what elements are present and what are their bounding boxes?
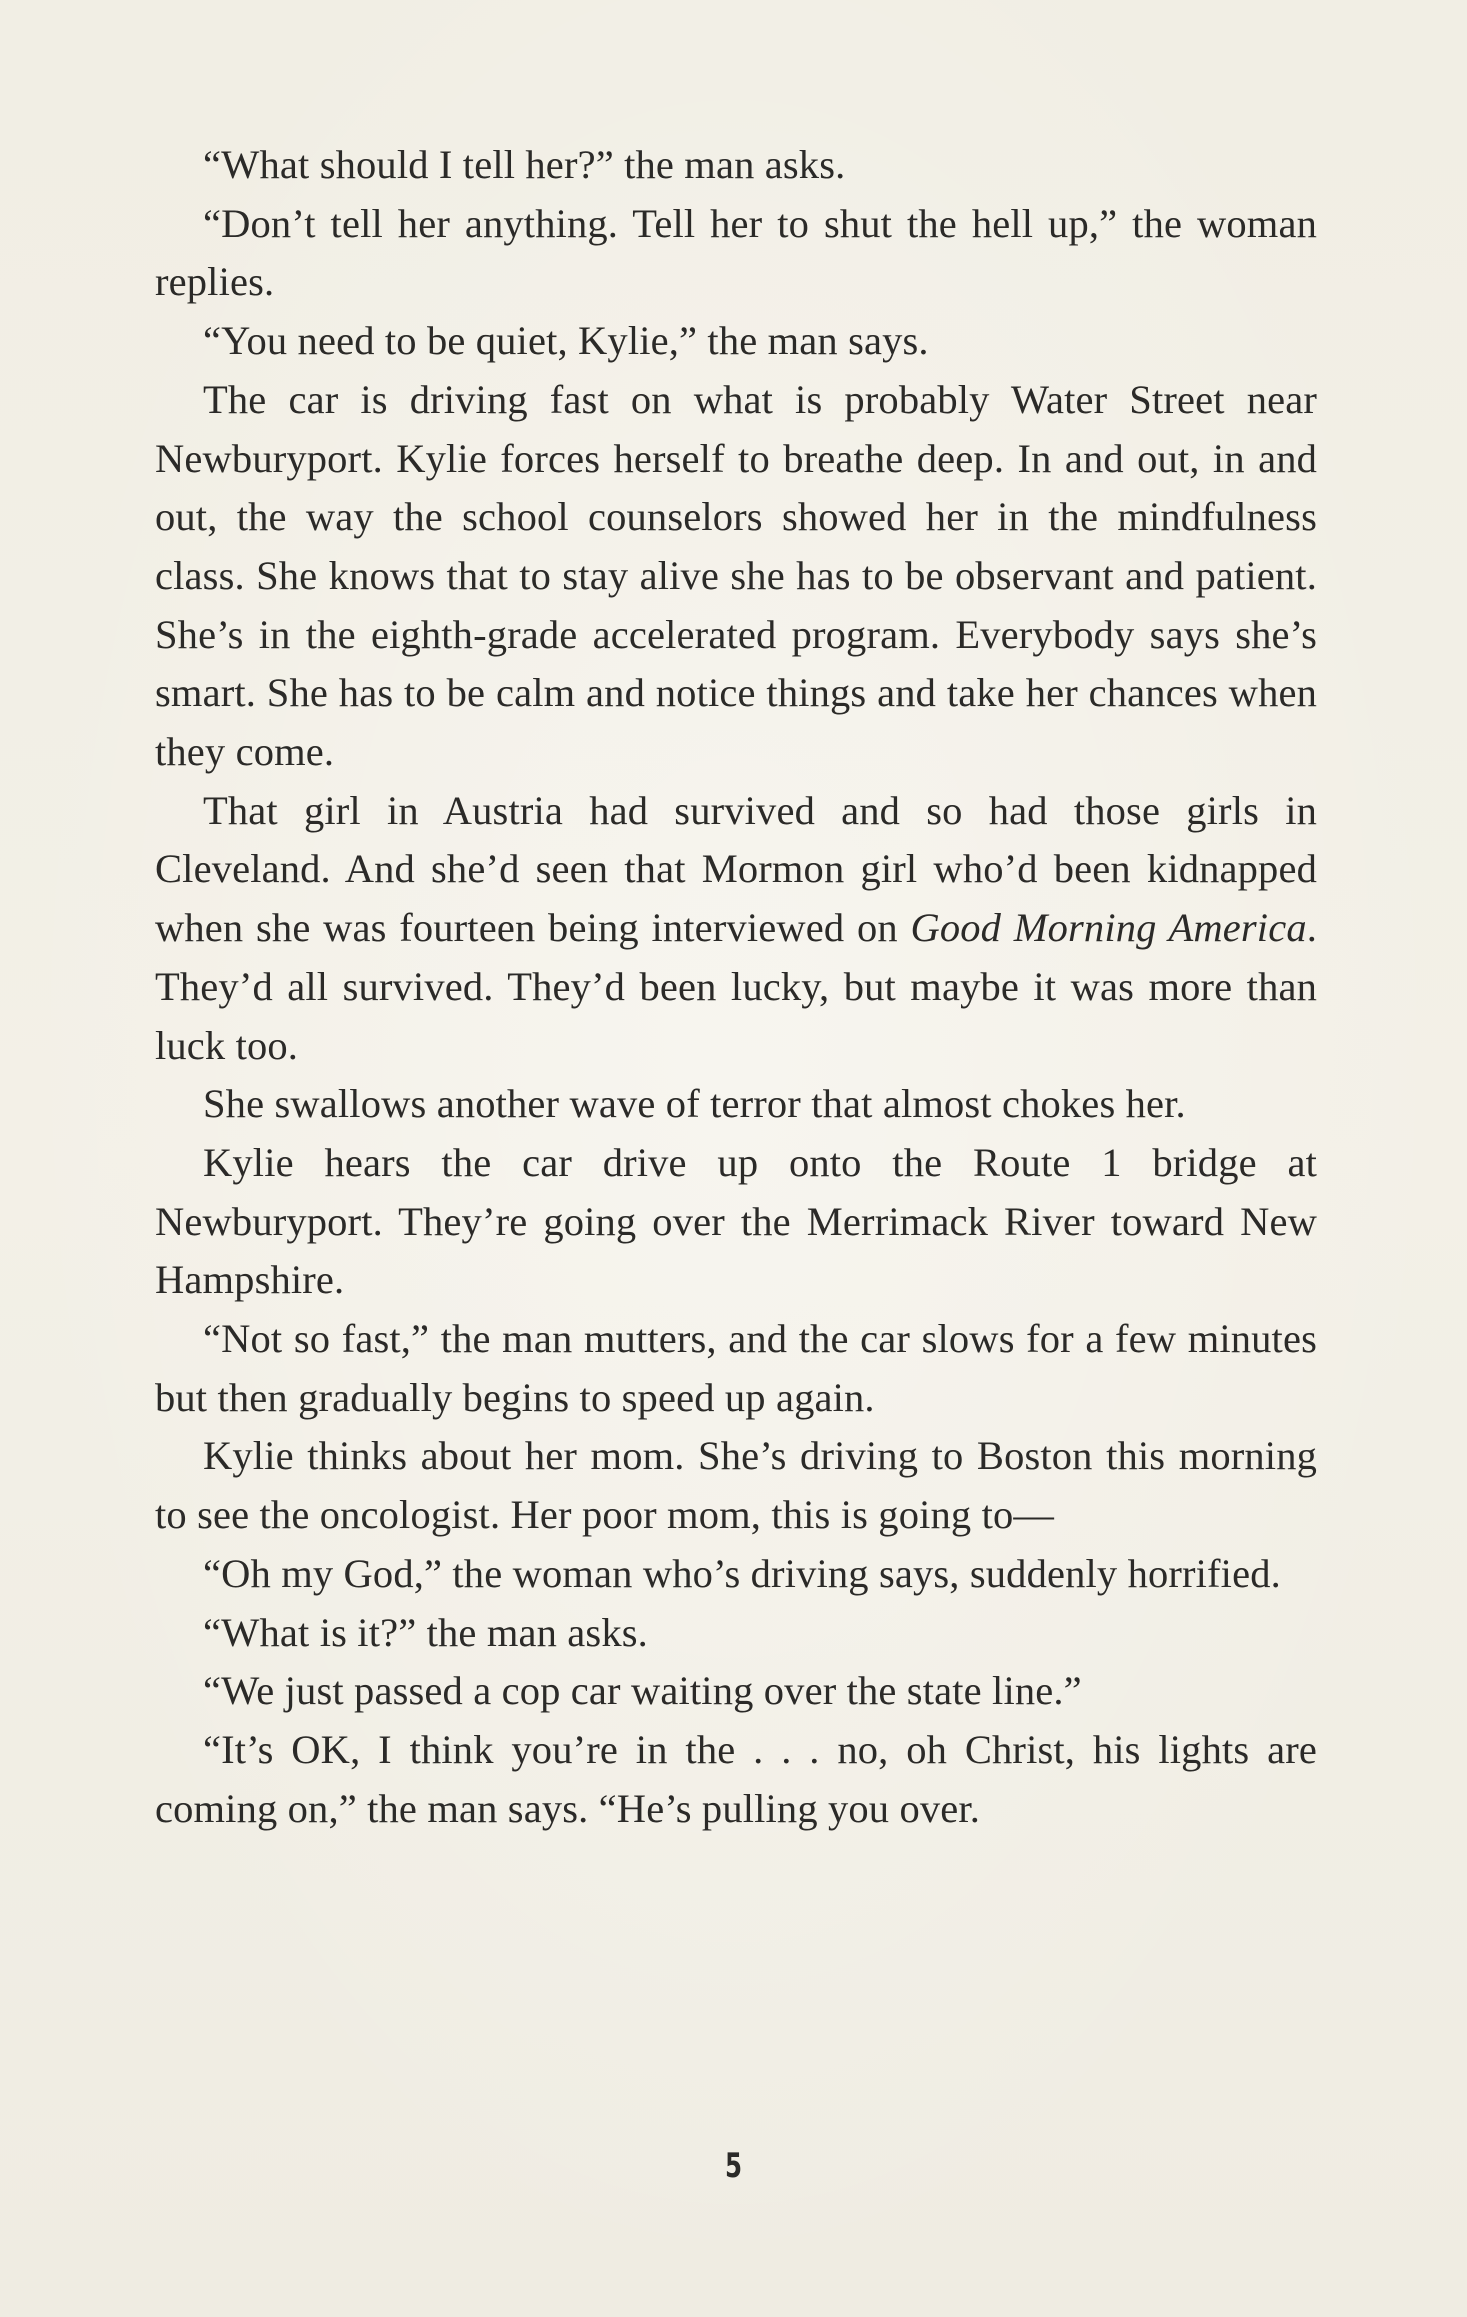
paragraph-text: . They’d all survived. They’d been lucky, but maybe it was more than luck too. xyxy=(155,905,1317,1068)
paragraph: The car is driving fast on what is probably Water Street near Newburyport. Kylie forces herself to breathe deep. In and out, in and out, the way the school counselors showed her in the mindfulness class. She knows that to stay alive she has to be observant and patient. She’s in the eighth-grade accelerated program. Everybody says she’s smart. She has to be calm and notice things and take her chances when they come. xyxy=(155,376,1317,775)
paragraph: “Oh my God,” the woman who’s driving says, suddenly horrified. xyxy=(203,1550,1281,1596)
paragraph: “We just passed a cop car waiting over the state line.” xyxy=(203,1668,1082,1714)
paragraph-text: That girl in Austria had survived and so had those girls in Cleveland. And she’d seen that Mormon girl who’d been kidnapped when she was fourteen being interviewed on xyxy=(155,787,1317,951)
paragraph xyxy=(155,782,1317,1076)
paragraph: “It’s OK, I think you’re in the . . . no, oh Christ, his lights are coming on,” the man says. “He’s pulling you over. xyxy=(155,1726,1317,1831)
paragraph: She swallows another wave of terror that almost chokes her. xyxy=(203,1081,1186,1127)
paragraph: “What is it?” the man asks. xyxy=(203,1609,648,1655)
body-text xyxy=(155,136,1317,1838)
page-number: 5 xyxy=(724,2146,743,2186)
paragraph: “You need to be quiet, Kylie,” the man says. xyxy=(203,318,929,364)
paragraph: “What should I tell her?” the man asks. xyxy=(203,142,846,187)
paragraph: “Not so fast,” the man mutters, and the car slows for a few minutes but then gradually begins to speed up again. xyxy=(155,1316,1317,1420)
paragraph: “Don’t tell her anything. Tell her to shut the hell up,” the woman replies. xyxy=(155,200,1317,305)
paragraph: Kylie thinks about her mom. She’s driving to Boston this morning to see the oncologist. Her poor mom, this is going to— xyxy=(155,1433,1317,1538)
paragraph: Kylie hears the car drive up onto the Route 1 bridge at Newburyport. They’re going over the Merrimack River toward New Hampshire. xyxy=(155,1139,1317,1303)
italic-title: Good Morning America xyxy=(910,905,1307,951)
